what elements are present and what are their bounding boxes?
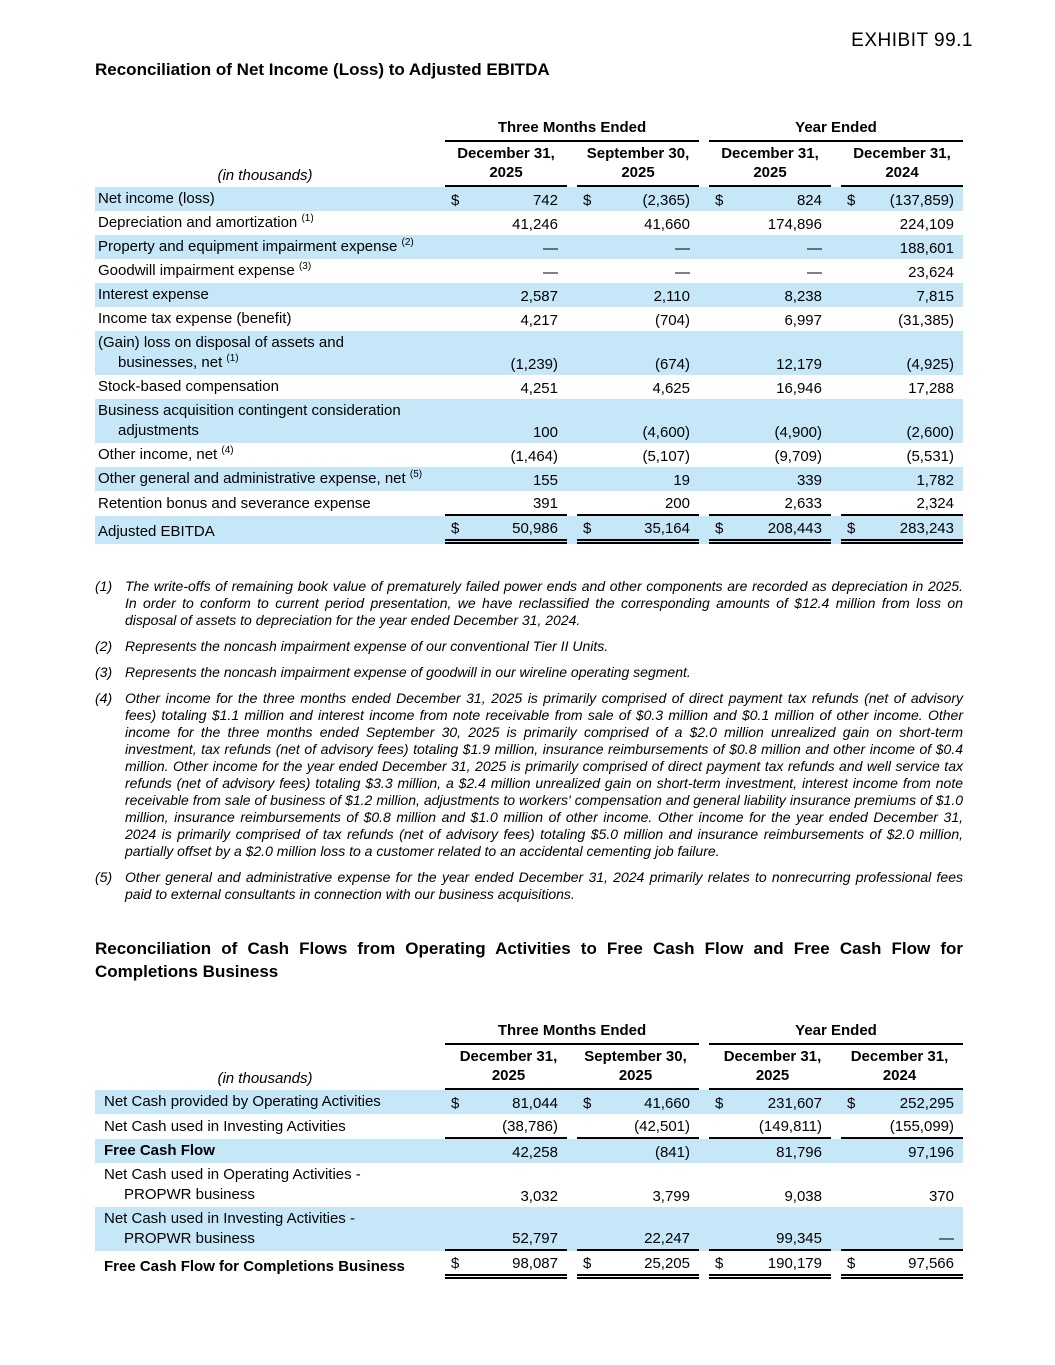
value-cell (841, 420, 963, 443)
value-text: (149,811) (758, 1118, 822, 1135)
footnote-reference: (5) (409, 469, 423, 480)
value-text: 2,587 (520, 288, 558, 305)
value-cell (577, 444, 699, 467)
row-label (95, 1139, 435, 1163)
footnote-marker: (3) (95, 664, 113, 680)
value-cell (841, 444, 963, 467)
table-row (95, 1090, 963, 1114)
row-label-line1: Adjusted EBITDA (98, 523, 215, 540)
value-text: 283,243 (899, 520, 954, 537)
value-text: 19 (673, 472, 690, 489)
value-text: 370 (928, 1188, 954, 1205)
value-text: 12,179 (776, 356, 822, 373)
row-label-line2 (98, 353, 435, 373)
footnote-text: Represents the noncash impairment expense of goodwill in our wireline operating segment. (125, 664, 691, 680)
table-row (95, 283, 963, 307)
currency-symbol: $ (451, 520, 460, 537)
table-row (95, 1251, 963, 1279)
value-cell (577, 1251, 699, 1279)
row-label-line1: Other income, net (98, 446, 218, 463)
row-label (95, 1207, 435, 1251)
table-row (95, 307, 963, 331)
value-cell (445, 468, 567, 491)
value-cell (841, 260, 963, 283)
value-text: 1,782 (916, 472, 954, 489)
section1-title: Reconciliation of Net Income (Loss) to Adjusted EBITDA (95, 60, 550, 79)
value-cell (445, 236, 567, 259)
value-text: 742 (532, 192, 558, 209)
date-column-header: December 31, 2025 (445, 144, 567, 187)
value-cell (709, 444, 831, 467)
row-label-line2 (98, 421, 435, 441)
value-text: (1,239) (510, 356, 558, 373)
table-row (95, 1114, 963, 1139)
row-label-line1: Depreciation and amortization (98, 214, 298, 231)
footnotes (95, 578, 963, 903)
value-cell (445, 1184, 567, 1207)
value-text: 4,217 (520, 312, 558, 329)
value-text: (137,859) (889, 192, 954, 209)
date-header-row (95, 1047, 963, 1090)
value-cell (841, 1184, 963, 1207)
row-label-line1: Retention bonus and severance expense (98, 495, 371, 512)
value-cell (841, 1140, 963, 1163)
row-label-line1: Stock-based compensation (98, 378, 279, 395)
value-text: 231,607 (767, 1095, 822, 1112)
value-cell (445, 1251, 567, 1279)
value-cell (841, 491, 963, 516)
date-column-header: December 31, 2024 (841, 144, 963, 187)
value-text: (42,501) (634, 1118, 690, 1135)
currency-symbol: $ (715, 192, 724, 209)
value-text: (704) (654, 312, 690, 329)
row-label-line2 (104, 1185, 435, 1205)
value-text: 2,110 (653, 288, 690, 305)
table-row (95, 211, 963, 235)
currency-symbol: $ (451, 1255, 460, 1272)
value-cell (577, 308, 699, 331)
row-label (95, 259, 435, 283)
column-group-label: Three Months Ended (445, 118, 699, 142)
row-label (95, 520, 435, 544)
column-group-header-row (95, 1021, 963, 1045)
value-cell (709, 516, 831, 544)
value-text: 100 (532, 424, 558, 441)
footnote-text: Other income for the three months ended December 31, 2025 is primarily comprised of direct payment tax refunds (net of advisory fees) totaling $1.1 million and interest income from note receivable from sale of $0.3 million and $0.1 million of other income. Other income for the three months ended September 30, 2025 is primarily comprised of a $2.0 million unrealized gain on short-term investment, tax refunds (net of advisory fees) totaling $1.9 million, insurance reimbursements of $0.8 million and other income of $0.4 million. Other income for the year ended December 31, 2025 is primarily comprised of direct payment tax refunds and well service tax refunds (net of advisory fees) totaling $3.3 million, a $2.4 million unrealized gain on short-term investment, interest income from note receivable from sale of business of $1.2 million, adjustments to workers' compensation and general liability insurance premiums of $1.0 million, insurance reimbursements of $0.8 million and $1.0 million of other income. Other income for the year ended December 31, 2024 is primarily comprised of tax refunds (net of advisory fees) totaling $5.0 million and insurance reimbursements of $2.0 million, partially offset by a $2.0 million loss to a customer related to an accidental cementing job failure. (125, 690, 963, 859)
value-text: 41,660 (644, 216, 690, 233)
value-cell (709, 1114, 831, 1139)
date-header-row (95, 144, 963, 187)
value-cell (709, 236, 831, 259)
value-text: 208,443 (767, 520, 822, 537)
currency-symbol: $ (715, 520, 724, 537)
footnote (95, 638, 963, 655)
value-text: (155,099) (889, 1118, 954, 1135)
value-cell (577, 1226, 699, 1251)
value-text: (9,709) (774, 448, 822, 465)
value-cell (709, 212, 831, 235)
value-cell (445, 491, 567, 516)
value-text: 4,625 (652, 380, 690, 397)
value-text: 99,345 (776, 1230, 822, 1247)
currency-symbol: $ (583, 1255, 592, 1272)
value-text: 52,797 (512, 1230, 558, 1247)
value-cell (577, 376, 699, 399)
value-text: (841) (654, 1144, 690, 1161)
row-label (95, 1255, 435, 1279)
column-group-header-row (95, 118, 963, 142)
value-cell (841, 188, 963, 211)
row-label-line2-text: PROPWR business (124, 1230, 255, 1247)
currency-symbol: $ (715, 1255, 724, 1272)
currency-symbol: $ (583, 520, 592, 537)
row-label-line1: Net Cash used in Investing Activities - (104, 1210, 355, 1227)
value-text: 4,251 (520, 380, 558, 397)
currency-symbol: $ (583, 192, 592, 209)
value-cell (445, 352, 567, 375)
footnote-marker: (2) (95, 638, 113, 654)
row-label (95, 1163, 435, 1207)
in-thousands-label: (in thousands) (217, 1070, 313, 1087)
row-label-line2-text: businesses, net (118, 354, 223, 371)
footnote (95, 578, 963, 629)
value-cell (445, 420, 567, 443)
table-row (95, 467, 963, 491)
value-text: 42,258 (512, 1144, 558, 1161)
row-label-line1: Free Cash Flow (104, 1142, 215, 1159)
value-cell (709, 1184, 831, 1207)
currency-symbol: $ (847, 1255, 856, 1272)
value-cell (709, 491, 831, 516)
value-cell (841, 516, 963, 544)
row-label-line2-text: adjustments (118, 422, 199, 439)
value-text: 17,288 (908, 380, 954, 397)
row-label-line1: Income tax expense (benefit) (98, 310, 292, 327)
value-text: 3,799 (652, 1188, 690, 1205)
currency-symbol: $ (847, 1095, 856, 1112)
value-cell (709, 284, 831, 307)
value-text: — (675, 240, 690, 257)
value-text: 50,986 (512, 520, 558, 537)
currency-symbol: $ (451, 1095, 460, 1112)
value-text: 174,896 (767, 216, 822, 233)
footnote-reference: (4) (221, 445, 234, 456)
value-cell (841, 236, 963, 259)
row-label-line1: Property and equipment impairment expense (98, 238, 398, 255)
value-text: 339 (796, 472, 822, 489)
value-text: 22,247 (644, 1230, 690, 1247)
row-label-line1: Goodwill impairment expense (98, 262, 295, 279)
value-cell (709, 1091, 831, 1114)
value-cell (445, 212, 567, 235)
value-cell (577, 212, 699, 235)
value-text: 2,324 (916, 495, 954, 512)
value-cell (709, 468, 831, 491)
value-cell (445, 284, 567, 307)
value-cell (445, 444, 567, 467)
value-text: 23,624 (908, 264, 954, 281)
value-text: 97,196 (908, 1144, 954, 1161)
value-text: — (543, 240, 558, 257)
table-row (95, 1139, 963, 1163)
row-label-line1: Interest expense (98, 286, 209, 303)
value-cell (841, 1226, 963, 1251)
value-cell (709, 1251, 831, 1279)
footnote-marker: (5) (95, 869, 113, 885)
value-text: 391 (532, 495, 558, 512)
value-cell (841, 1251, 963, 1279)
value-cell (445, 188, 567, 211)
value-cell (709, 352, 831, 375)
value-cell (841, 1114, 963, 1139)
row-label-line1: Net Cash used in Investing Activities (104, 1118, 346, 1135)
value-text: (674) (654, 356, 690, 373)
date-column-header: December 31, 2025 (459, 1048, 558, 1084)
row-label (95, 187, 435, 211)
currency-symbol: $ (715, 1095, 724, 1112)
value-text: 824 (796, 192, 822, 209)
footnote (95, 664, 963, 681)
value-cell (841, 284, 963, 307)
footnote-text: Represents the noncash impairment expense of our conventional Tier II Units. (125, 638, 609, 654)
value-text: 97,566 (908, 1255, 954, 1272)
cash-flow-reconciliation-table (95, 1021, 963, 1279)
table-row (95, 187, 963, 211)
row-label (95, 1115, 435, 1139)
value-text: 3,032 (520, 1188, 558, 1205)
column-group-label: Year Ended (709, 1021, 963, 1045)
value-cell (841, 376, 963, 399)
value-cell (709, 1226, 831, 1251)
value-cell (841, 468, 963, 491)
value-cell (577, 1091, 699, 1114)
footnote (95, 869, 963, 903)
value-text: (1,464) (510, 448, 558, 465)
value-text: (4,600) (642, 424, 690, 441)
currency-symbol: $ (847, 520, 856, 537)
value-cell (445, 1226, 567, 1251)
value-text: 35,164 (644, 520, 690, 537)
currency-symbol: $ (847, 192, 856, 209)
value-cell (445, 516, 567, 544)
section2-title: Reconciliation of Cash Flows from Operating Activities to Free Cash Flow and Free Cash Flow for Completions Business (95, 939, 963, 981)
value-text: 98,087 (512, 1255, 558, 1272)
date-header-pair (445, 1047, 699, 1090)
value-text: 224,109 (899, 216, 954, 233)
row-label-line1: Free Cash Flow for Completions Business (104, 1258, 405, 1275)
value-text: 81,796 (776, 1144, 822, 1161)
table-row (95, 1163, 963, 1207)
row-label (95, 399, 435, 443)
date-column-header: September 30, 2025 (577, 144, 699, 187)
currency-symbol: $ (451, 192, 460, 209)
table-row (95, 375, 963, 399)
value-cell (445, 1114, 567, 1139)
row-label (95, 467, 435, 491)
table-row (95, 491, 963, 516)
value-cell (577, 284, 699, 307)
value-cell (577, 352, 699, 375)
ebitda-reconciliation-table (95, 118, 963, 544)
footnote-reference: (2) (401, 237, 414, 248)
value-cell (577, 491, 699, 516)
value-cell (445, 1091, 567, 1114)
row-label-line1: Other general and administrative expense, net (98, 470, 406, 487)
value-text: 252,295 (899, 1095, 954, 1112)
value-text: 41,660 (644, 1095, 690, 1112)
footnote-reference: (3) (298, 261, 312, 272)
value-cell (577, 468, 699, 491)
value-text: (5,531) (906, 448, 954, 465)
value-text: — (543, 264, 558, 281)
value-cell (841, 308, 963, 331)
row-label-line1: (Gain) loss on disposal of assets and (98, 334, 344, 351)
value-text: (5,107) (642, 448, 690, 465)
value-cell (841, 1091, 963, 1114)
value-text: 190,179 (767, 1255, 822, 1272)
row-label (95, 211, 435, 235)
value-cell (445, 308, 567, 331)
row-label (95, 331, 435, 375)
exhibit-label: EXHIBIT 99.1 (851, 30, 973, 51)
value-cell (841, 352, 963, 375)
table-row (95, 443, 963, 467)
value-cell (577, 1184, 699, 1207)
value-cell (577, 516, 699, 544)
value-cell (709, 420, 831, 443)
row-label (95, 283, 435, 307)
value-cell (709, 1140, 831, 1163)
date-column-header: December 31, 2024 (850, 1048, 949, 1084)
footnote-marker: (4) (95, 690, 113, 706)
value-cell (445, 1140, 567, 1163)
value-text: 16,946 (776, 380, 822, 397)
value-cell (445, 376, 567, 399)
footnote-reference: (1) (226, 353, 239, 364)
row-label (95, 1090, 435, 1114)
row-label (95, 235, 435, 259)
value-cell (577, 188, 699, 211)
row-label-line2-text: PROPWR business (124, 1186, 255, 1203)
row-label-line1: Business acquisition contingent consideration (98, 402, 401, 419)
value-cell (577, 236, 699, 259)
table-row (95, 331, 963, 375)
row-label (95, 443, 435, 467)
column-group-label: Three Months Ended (445, 1021, 699, 1045)
value-text: — (807, 264, 822, 281)
table-row (95, 259, 963, 283)
value-text: (31,385) (898, 312, 954, 329)
value-cell (841, 212, 963, 235)
value-cell (445, 260, 567, 283)
value-text: (2,365) (642, 192, 690, 209)
table-row (95, 235, 963, 259)
row-label-line1: Net income (loss) (98, 190, 215, 207)
row-label-line1: Net Cash provided by Operating Activities (104, 1093, 381, 1110)
value-cell (577, 1140, 699, 1163)
value-cell (709, 376, 831, 399)
value-cell (577, 420, 699, 443)
footnote-reference: (1) (301, 213, 314, 224)
value-text: (2,600) (906, 424, 954, 441)
value-text: 8,238 (784, 288, 822, 305)
table-row (95, 399, 963, 443)
value-text: 41,246 (512, 216, 558, 233)
value-text: 6,997 (784, 312, 822, 329)
value-cell (577, 1114, 699, 1139)
date-column-header: December 31, 2025 (709, 144, 831, 187)
value-text: — (939, 1230, 954, 1247)
row-label (95, 307, 435, 331)
value-text: — (807, 240, 822, 257)
in-thousands-label: (in thousands) (217, 167, 313, 184)
value-text: 9,038 (784, 1188, 822, 1205)
footnote (95, 690, 963, 860)
value-text: (38,786) (502, 1118, 558, 1135)
value-text: 188,601 (899, 240, 954, 257)
value-text: (4,925) (906, 356, 954, 373)
value-cell (709, 260, 831, 283)
value-cell (577, 260, 699, 283)
value-text: 200 (664, 495, 690, 512)
value-text: — (675, 264, 690, 281)
column-group-label: Year Ended (709, 118, 963, 142)
value-text: (4,900) (774, 424, 822, 441)
currency-symbol: $ (583, 1095, 592, 1112)
table-row (95, 516, 963, 544)
row-label (95, 492, 435, 516)
value-text: 25,205 (644, 1255, 690, 1272)
footnote-text: The write-offs of remaining book value of prematurely failed power ends and other components are recorded as depreciation in 2025. In order to conform to current period presentation, we have reclassified the corresponding amounts of $12.4 million from loss on disposal of assets to depreciation for the year ended December 31, 2024. (125, 578, 963, 628)
row-label-line2 (104, 1229, 435, 1249)
date-column-header: September 30, 2025 (584, 1048, 687, 1084)
row-label (95, 375, 435, 399)
footnote-text: Other general and administrative expense for the year ended December 31, 2024 primarily relates to nonrecurring professional fees paid to external consultants in connection with our business acquisitions. (125, 869, 963, 902)
date-header-pair (709, 1047, 963, 1090)
value-text: 2,633 (784, 495, 822, 512)
row-label-line1: Net Cash used in Operating Activities - (104, 1166, 361, 1183)
footnote-marker: (1) (95, 578, 113, 594)
value-text: 81,044 (512, 1095, 558, 1112)
value-cell (709, 188, 831, 211)
date-column-header: December 31, 2025 (723, 1048, 822, 1084)
value-cell (709, 308, 831, 331)
value-text: 155 (532, 472, 558, 489)
value-text: 7,815 (916, 288, 954, 305)
table-row (95, 1207, 963, 1251)
